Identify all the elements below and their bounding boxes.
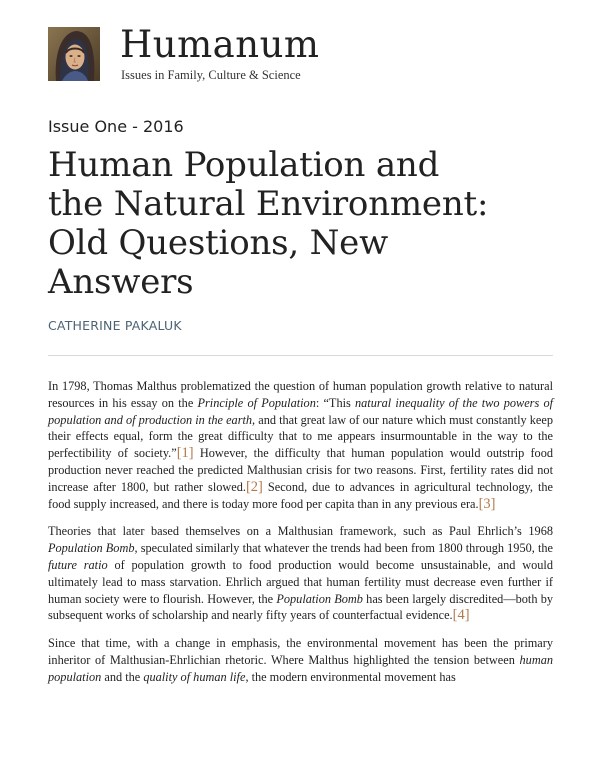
text-run: and that great law of our nature which must constantly keep their effects equal, form the great difficulty that to me appears insurmountable in the way to the perfectibility of society.” [48,412,553,461]
text-run: However, the difficulty that human population would outstrip food production never reached the predicted Malthusian crisis for two reasons. First, fertility rates did not increase after 1800, but rather slowed. [48,446,553,494]
author-name[interactable]: CATHERINE PAKALUK [48,318,182,333]
title-line: Human Population and [48,145,440,185]
italic-text: Population Bomb [276,591,363,606]
text-run: : “This [315,395,355,410]
text-run: In 1798, Thomas Malthus problematized the question of human population growth relative to natural resources in his essay on the [48,379,553,410]
madonna-portrait-icon [48,27,100,81]
paragraph-1 [48,378,553,512]
text-run: of population growth to food production would become unsustainable, and would ultimately lead to mass starvation. Ehrlich argued that human fertility must decrease even further if human society were to flourish. However, the [48,557,553,606]
text-run: , the modern environmental movement has [245,669,456,684]
title-line: Answers [48,262,194,302]
issue-label: Issue One - 2016 [48,117,184,136]
paragraph-3 [48,635,553,685]
italic-text: Population Bomb [48,541,135,556]
footnote-link-3[interactable]: [3] [478,495,496,512]
title-line: the Natural Environment: [48,184,489,224]
brand-name[interactable]: Humanum [120,23,320,66]
humanum-logo-painting [48,27,100,81]
footnote-link-2[interactable]: [2] [245,478,263,495]
italic-text: Principle of Population [197,395,316,410]
divider [48,355,553,356]
article-title [48,146,578,302]
text-run: Theories that later based themselves on a Malthusian framework, such as Paul Ehrlich’s 1968 [48,524,553,539]
italic-text: human population [48,652,553,684]
footnote-link-4[interactable]: [4] [452,607,470,624]
text-run: , speculated similarly that whatever the trends had been from 1800 through 1950, the [134,541,553,556]
italic-text: natural inequality of the two powers of population and of production in the earth, [48,395,554,427]
text-run: Since that time, with a change in emphasis, the environmental movement has been the primary inheritor of Malthusian-Ehrlichian rhetoric. Where Malthus highlighted the tension between [48,636,553,667]
article-body [48,378,553,697]
text-run: and the [101,669,144,684]
paragraph-2 [48,523,553,624]
text-run: Second, due to advances in agricultural technology, the food supply increased, and there is today more food per capita than in any previous era. [48,479,553,511]
italic-text: quality of human life [143,669,246,684]
text-run: has been largely discredited—both by subsequent works of scholarship and nearly fifty years of counterfactual evidence. [48,591,553,623]
footnote-link-1[interactable]: [1] [176,445,194,462]
title-line: Old Questions, New [48,223,389,263]
italic-text: future ratio [48,557,108,572]
brand-tagline: Issues in Family, Culture & Science [121,68,301,82]
